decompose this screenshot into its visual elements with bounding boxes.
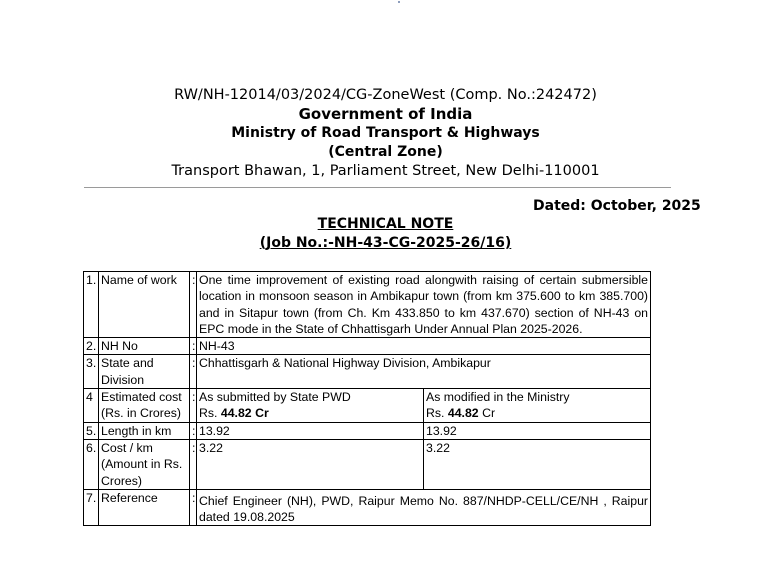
modified-cost [426, 405, 648, 421]
row-state-division [84, 355, 651, 389]
colon: : [190, 439, 197, 489]
colon: : [190, 422, 197, 439]
document-title-text: TECHNICAL NOTE [317, 216, 454, 232]
address-line: Transport Bhawan, 1, Parliament Street, New Delhi-110001 [171, 163, 600, 179]
job-number [0, 235, 771, 251]
row-name-of-work [84, 272, 651, 338]
document-title [0, 216, 771, 232]
row-label: Estimated cost (Rs. in Crores) [99, 389, 190, 423]
row-label: State and Division [99, 355, 190, 389]
row-reference [84, 489, 651, 526]
submitted-cost-cell [197, 389, 424, 423]
row-label: Cost / km (Amount in Rs. Crores) [99, 439, 190, 489]
dated-line: Dated: October, 2025 [533, 198, 701, 214]
cost-per-km-modified: 3.22 [424, 439, 651, 489]
submitted-cost-prefix: Rs. [199, 406, 221, 421]
modified-heading: As modified in the Ministry [426, 390, 570, 405]
colon: : [190, 272, 197, 338]
colon: : [190, 489, 197, 526]
row-number: 2. [84, 338, 99, 355]
row-length [84, 422, 651, 439]
colon: : [190, 389, 197, 423]
row-nh-no [84, 338, 651, 355]
row-number: 6. [84, 439, 99, 489]
nh-no-value: NH-43 [197, 338, 651, 355]
government-heading: Government of India [298, 105, 473, 123]
ministry-heading: Ministry of Road Transport & Highways [231, 125, 540, 141]
modified-cost-prefix: Rs. [426, 406, 448, 421]
header-divider [84, 187, 671, 188]
row-number: 3. [84, 355, 99, 389]
submitted-cost-value: 44.82 Cr [220, 406, 269, 421]
modified-cost-cell [424, 389, 651, 423]
row-label: Reference [99, 489, 190, 526]
colon: : [190, 338, 197, 355]
technical-note-table [83, 271, 651, 526]
state-division-value: Chhattisgarh & National Highway Division, Ambikapur [197, 355, 651, 389]
row-number: 4 [84, 389, 99, 423]
row-number: 5. [84, 422, 99, 439]
colon: : [190, 355, 197, 389]
row-label: NH No [99, 338, 190, 355]
row-label: Length in km [99, 422, 190, 439]
name-of-work-value: One time improvement of existing road alongwith raising of certain submersible location in monsoon season in Ambikapur town (from km 375.600 to km 385.700) and in Sitapur town (from Ch. Km 433.850 to km 437.670) section of NH-43 on EPC mode in the State of Chhattisgarh Under Annual Plan 2025-2026. [197, 272, 651, 338]
reference-number: RW/NH-12014/03/2024/CG-ZoneWest (Comp. No.:242472) [174, 87, 597, 103]
stray-dot [398, 1, 400, 3]
cost-per-km-submitted: 3.22 [197, 439, 424, 489]
row-number: 1. [84, 272, 99, 338]
length-modified: 13.92 [424, 422, 651, 439]
modified-cost-unit: Cr [478, 406, 496, 421]
modified-cost-value: 44.82 [447, 406, 479, 421]
submitted-heading: As submitted by State PWD [199, 390, 351, 405]
row-number: 7. [84, 489, 99, 526]
zone-heading: (Central Zone) [328, 144, 443, 160]
reference-value: Chief Engineer (NH), PWD, Raipur Memo No. 887/NHDP-CELL/CE/NH , Raipur dated 19.08.2025 [197, 489, 651, 526]
row-label: Name of work [99, 272, 190, 338]
length-submitted: 13.92 [197, 422, 424, 439]
row-estimated-cost [84, 389, 651, 423]
row-cost-per-km [84, 439, 651, 489]
submitted-cost [199, 405, 421, 421]
job-number-text: (Job No.:-NH-43-CG-2025-26/16) [259, 235, 512, 251]
